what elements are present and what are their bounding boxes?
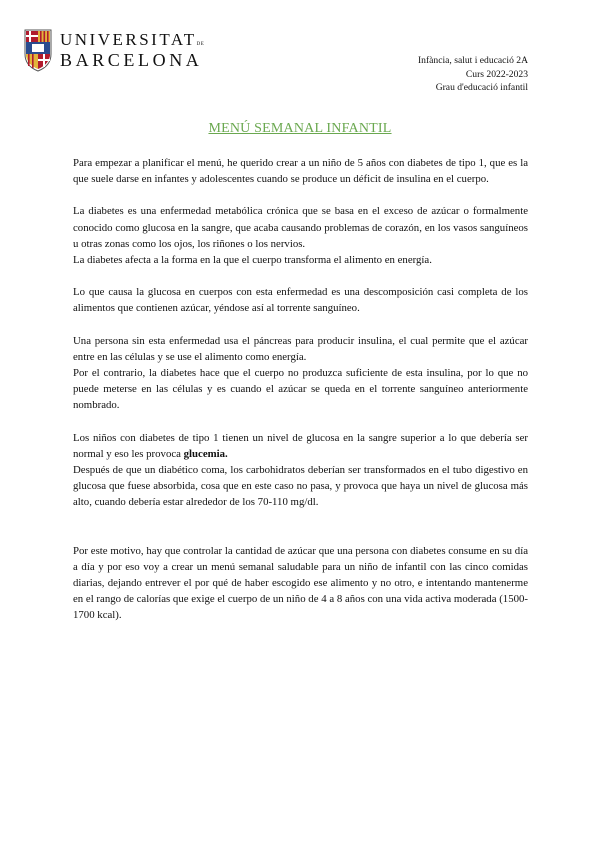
paragraph-glucose-cause: Lo que causa la glucosa en cuerpos con esta enfermedad es una descomposición casi completa de los alimentos que contienen azúcar, yéndose así al torrente sanguíneo. [73, 286, 528, 315]
paragraph-carbohydrates: Después de que un diabético coma, los carbohidratos deberían ser transformados en el tubo digestivo en glucosa que fuese absorbida, cosa que en este caso no pasa, y provoca que haya un nivel de glucosa más alto, cuando debería estar alrededor de los 70-110 mg/dl. [73, 464, 528, 509]
course-info [418, 54, 528, 95]
university-logo [24, 28, 204, 72]
paragraph-diabetes-definition: La diabetes es una enfermedad metabólica crónica que se basa en el exceso de azúcar o formalmente conocido como glucosa en la sangre, que acaba causando problemas de corazón, en los vasos sanguíneos u otras zonas como los ojos, los riñones o los nervios. [73, 205, 528, 250]
paragraph-glucemia: Los niños con diabetes de tipo 1 tienen un nivel de glucosa en la sangre superior a lo que debería ser normal y eso les provoca glucemia. [73, 431, 528, 460]
paragraph-menu-purpose: Por este motivo, hay que controlar la cantidad de azúcar que una persona con diabetes consume en su día a día y por eso voy a crear un menú semanal saludable para un niño de infantil con las cinco comidas diarias, dejando entrever el por qué de haber escogido ese alimento y no otro, e intentando mantenerme en el rango de calorías que exige el cuerpo de un niño de 4 a 8 años con una vida activa moderada (1500-1700 kcal). [73, 544, 528, 622]
subject-line: Infància, salut i educació 2A [417, 55, 528, 66]
paragraph-insulin-diabetes: Por el contrario, la diabetes hace que el cuerpo no produzca suficiente de esta insulina, por lo que no puede meterse en las células y es cuando el azúcar se queda en el torrente sanguíneo anteriormente nombrado. [73, 367, 528, 412]
document-title: MENÚ SEMANAL INFANTIL [208, 121, 392, 136]
paragraph-diabetes-energy: La diabetes afecta a la forma en la que el cuerpo transforma el alimento en energía. [73, 254, 432, 267]
paragraph-insulin-normal: Una persona sin esta enfermedad usa el páncreas para producir insulina, el cual permite que el azúcar entre en las células y se use el alimento como energía. [73, 334, 528, 363]
degree-line: Grau d'educació infantil [435, 82, 528, 93]
university-name-line1: UNIVERSITATDE [60, 30, 205, 49]
paragraph-intro: Para empezar a planificar el menú, he querido crear a un niño de 5 años con diabetes de tipo 1, que es la que suele darse en infantes y adolescentes cuando se produce un déficit de insulina en el cuerpo. [73, 157, 528, 186]
university-name-line2: BARCELONA [60, 50, 203, 70]
glucemia-term: glucemia. [183, 447, 228, 460]
course-year-line: Curs 2022-2023 [465, 68, 528, 80]
coat-of-arms-icon [24, 28, 52, 72]
document-body [73, 155, 528, 624]
